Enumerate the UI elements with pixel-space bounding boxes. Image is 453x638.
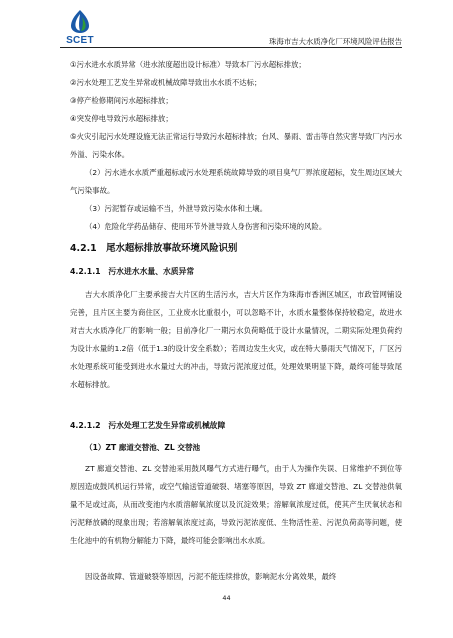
page-number: 44 (222, 594, 231, 602)
page-header (60, 8, 402, 48)
document-title: 珠海市吉大水质净化厂环境风险评估报告 (268, 37, 402, 46)
paragraph: （3）污泥暂存或运输不当，外泄导致污染水体和土壤。 (85, 204, 268, 213)
list-item: ③停产检修期间污水超标排放； (70, 96, 173, 105)
subsection-heading: 4.2.1.1 污水进水水量、水质异常 (70, 267, 195, 276)
list-item: ⑤火灾引起污水处理设施无法正常运行导致污水超标排放；台风、暴雨、雷击等自然灾害导致厂内污水外溢、污染水体。 (70, 132, 402, 159)
section-heading: 4.2.1 尾水超标排放事故环境风险识别 (70, 243, 238, 254)
sub-heading: （1）ZT 廊道交替池、ZL 交替池 (85, 443, 201, 452)
paragraph: （2）污水进水水质严重超标或污水处理系统故障导致的项目臭气厂界浓度超标，发生周边区域大气污染事故。 (70, 168, 402, 195)
paragraph: （4）危险化学药品储存、使用环节外泄导致人身伤害和污染环境的风险。 (85, 222, 327, 231)
list-item: ②污水处理工艺发生异常或机械故障导致出水水质不达标； (70, 78, 262, 87)
header-divider (60, 47, 402, 48)
paragraph: 因设备故障、管道破裂等原因，污泥不能连续排放，影响泥水分离效果，最终 (85, 572, 337, 581)
list-item: ④突发停电导致污水超标排放； (70, 114, 173, 123)
paragraph: ZT 廊道交替池、ZL 交替池采用鼓风曝气方式进行曝气，由于人为操作失误、日常维护不到位等原因造成鼓风机运行异常，或空气输送管道破裂、堵塞等原因，导致 ZT 廊道交替池、ZL 交替池供氧量不足或过高，从而改变池内水质溶解氧浓度以及沉淀效果；溶解氧浓度过低，使其产生厌氧状态和污泥释放磷的现象出现；若溶解氧浓度过高，导致污泥浓度低、生物活性差、污泥负荷高等问题，使生化池中的有机物分解能力下降，最终可能会影响出水水质。 (70, 464, 402, 545)
paragraph: 吉大水质净化厂主要承接吉大片区的生活污水，吉大片区作为珠海市香洲区城区，市政管网铺设完善，且片区主要为商住区，工业废水比重很小，可以忽略不计，水质水量整体保持较稳定，故进水对吉大水质净化厂的影响一般；目前净化厂一期污水负荷略低于设计水量情况，二期实际处理负荷约为设计水量的1.2倍（低于1.3的设计安全系数）；若周边发生火灾，或在特大暴雨天气情况下，厂区污水处理系统可能受到进水水量过大的冲击，导致污泥浓度过低，处理效果明显下降，最终可能导致尾水超标排放。 (70, 290, 402, 389)
list-item: ①污水进水水质异常（进水浓度超出设计标准）导致本厂污水超标排放； (70, 60, 306, 69)
logo-text: SCET (66, 35, 94, 46)
subsection-heading: 4.2.1.2 污水处理工艺发生异常或机械故障 (70, 421, 226, 430)
